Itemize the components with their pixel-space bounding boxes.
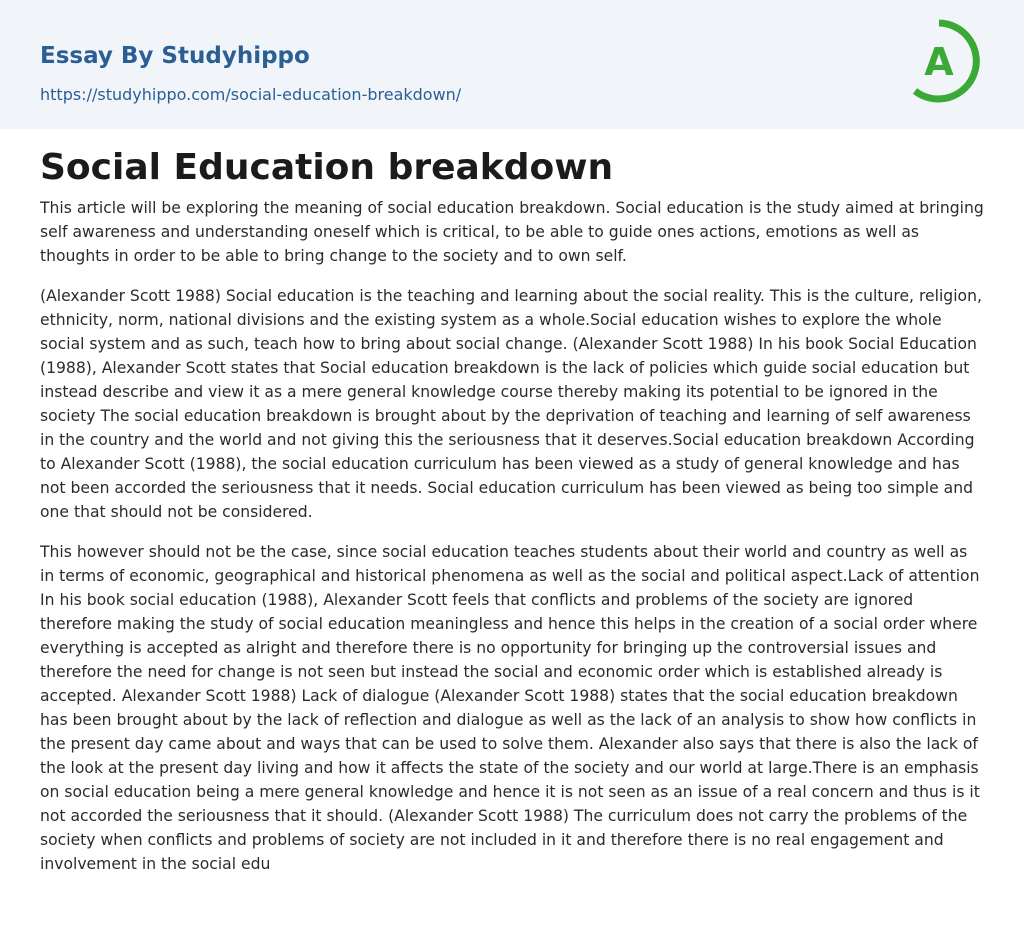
article-paragraph: This however should not be the case, since social education teaches students about their world and country as well as in terms of economic, geographical and historical phenomena as well as the social and political aspect.Lack of attention In his book social education (1988), Alexander Scott feels that conflicts and problems of the society are ignored therefore making the study of social education meaningless and hence this helps in the creation of a social order where everything is accepted as alright and therefore there is no opportunity for bringing up the controversial issues and therefore the need for change is not seen but instead the social and economic order which is established already is accepted. Alexander Scott 1988) Lack of dialogue (Alexander Scott 1988) states that the social education breakdown has been brought about by the lack of reflection and dialogue as well as the lack of an analysis to show how conflicts in the present day came about and ways that can be used to solve them. Alexander also says that there is also the lack of the look at the present day living and how it affects the state of the society and our world at large.There is an emphasis on social education being a mere general knowledge and hence it is not seen as an issue of a real concern and thus is it not accorded the seriousness that it should. (Alexander Scott 1988) The curriculum does not carry the problems of the society when conflicts and problems of society are not included in it and therefore there is no real engagement and involvement in the social edu	[40, 543, 980, 873]
studyhippo-logo-icon[interactable]	[903, 19, 987, 105]
source-url-link[interactable]: https://studyhippo.com/social-education-breakdown/	[40, 85, 462, 104]
brand-title: Essay By Studyhippo	[40, 43, 310, 69]
article-paragraph: (Alexander Scott 1988) Social education is the teaching and learning about the social reality. This is the culture, religion, ethnicity, norm, national divisions and the existing system as a whole.Social education wishes to explore the whole social system and as such, teach how to bring about social change. (Alexander Scott 1988) In his book Social Education (1988), Alexander Scott states that Social education breakdown is the lack of policies which guide social education but instead describe and view it as a mere general knowledge course thereby making its potential to be ignored in the society The social education breakdown is brought about by the deprivation of teaching and learning of self awareness in the country and the world and not giving this the seriousness that it deserves.Social education breakdown According to Alexander Scott (1988), the social education curriculum has been viewed as a study of general knowledge and has not been accorded the seriousness that it needs. Social education curriculum has been viewed as being too simple and one that should not be considered.	[40, 287, 982, 521]
article	[0, 129, 1024, 876]
logo-letter: A	[924, 40, 954, 84]
site-header	[0, 0, 1024, 129]
page-title: Social Education breakdown	[40, 147, 614, 188]
article-paragraph: This article will be exploring the meaning of social education breakdown. Social education is the study aimed at bringing self awareness and understanding oneself which is critical, to be able to guide ones actions, emotions as well as thoughts in order to be able to bring change to the society and to own self.	[40, 199, 984, 265]
